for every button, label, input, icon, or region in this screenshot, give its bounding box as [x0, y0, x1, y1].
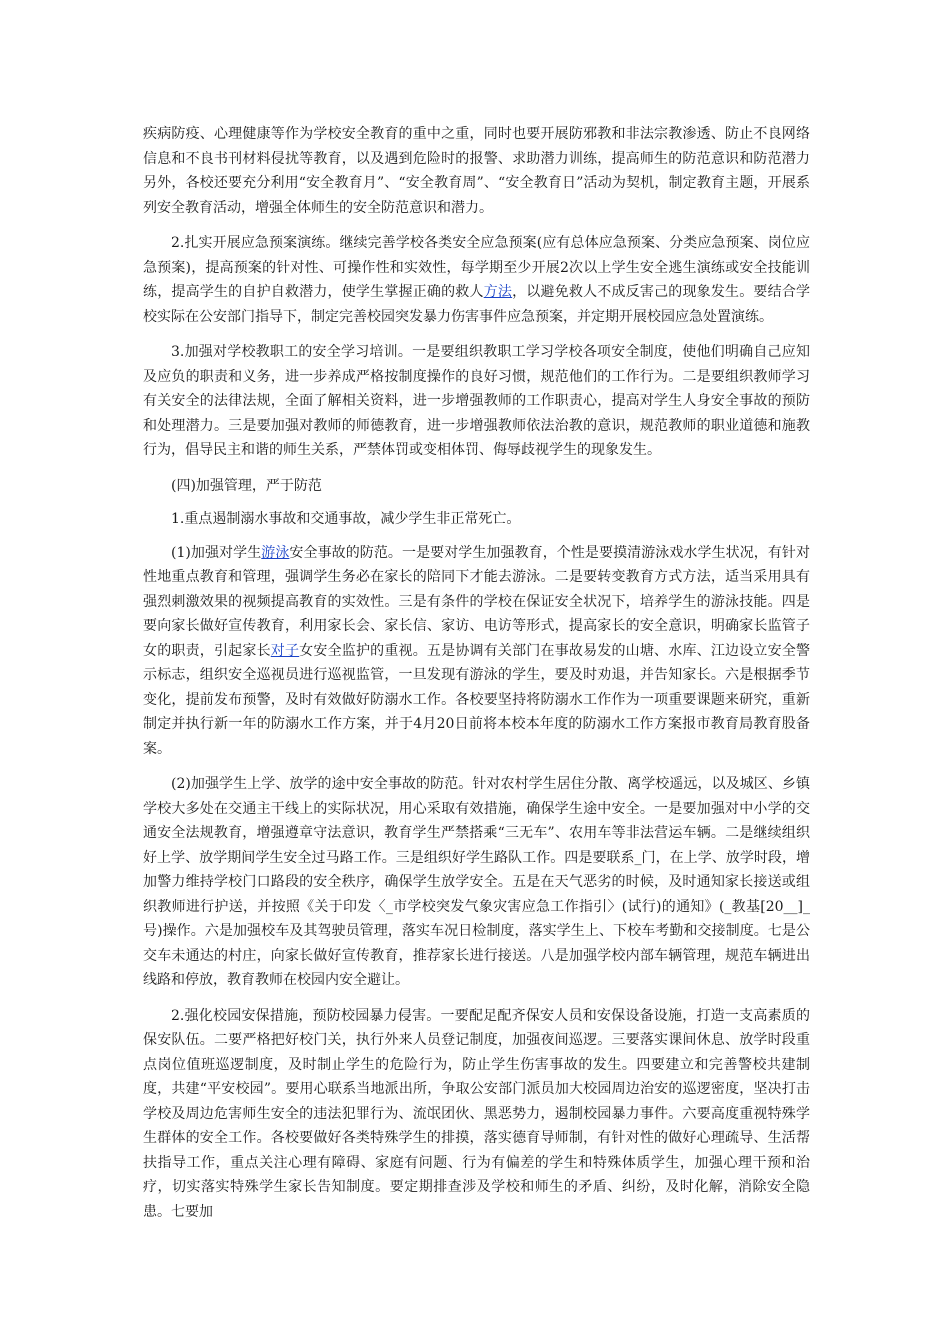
paragraph-accident-prevention: 1.重点遏制溺水事故和交通事故，减少学生非正常死亡。	[171, 511, 521, 527]
paragraph-safety-education: 疾病防疫、心理健康等作为学校安全教育的重中之重，同时也要开展防邪教和非法宗教渗透、防止不良网络信息和不良书刊材料侵扰等教育，以及遇到危险时的报警、求助潜力训练，提高师生的防范意识和防范潜力另外，各校还要充分利用“安全教育月”、“安全教育周”、“安全教育日”活动为契机，制定教育主题，开展系列安全教育活动，增强全体师生的安全防范意识和潜力。	[143, 126, 810, 216]
link-method[interactable]: 方法	[483, 284, 513, 300]
paragraph-text: (1)加强对学生	[171, 544, 262, 561]
paragraph-emergency-drill	[143, 231, 810, 329]
paragraph-text: 2.扎实开展应急预案演练。继续完善学校各类安全应急预案(应有总体应急预案、分类应急预案、岗位应急预案)，提高预案的针对性、可操作性和实效性，每学期至少开展2次以上学生安全逃生演练或安全技能训练，提高学生的自护自救潜力，使学生掌握正确的救人	[143, 235, 810, 300]
link-duizi[interactable]: 对子	[270, 642, 300, 659]
paragraph-staff-training: 3.加强对学校教职工的安全学习培训。一是要组织教职工学习学校各项安全制度，使他们明确自己应知及应负的职责和义务，进一步养成严格按制度操作的良好习惯，规范他们的工作行为。二是要组织教师学习有关安全的法律法规，全面了解相关资料，进一步增强教师的工作职责心，提高对学生人身安全事故的预防和处理潜力。三是要加强对教师的师德教育，进一步增强教师依法治教的意识，规范教师的职业道德和施教行为，倡导民主和谐的师生关系，严禁体罚或变相体罚、侮辱歧视学生的现象发生。	[143, 344, 810, 458]
paragraph-text: ，以避免救人不成反害己的现象发生。要结合学校实际在公安部门指导下，制定完善校园突发暴力伤害事件应急预案，并定期开展校园应急处置演练。	[143, 284, 811, 325]
paragraph-swimming-safety	[143, 541, 810, 762]
paragraph-campus-security: 2.强化校园安保措施，预防校园暴力侵害。一要配足配齐保安人员和安保设备设施，打造一支高素质的保安队伍。二要严格把好校门关，执行外来人员登记制度，加强夜间巡逻。三要落实课间休息、放学时段重点岗位值班巡逻制度，及时制止学生的危险行为，防止学生伤害事故的发生。四要建立和完善警校共建制度，共建“平安校园”。要用心联系当地派出所，争取公安部门派员加大校园周边治安的巡逻密度，坚决打击学校及周边危害师生安全的违法犯罪行为、流氓团伙、黑恶势力，遏制校园暴力事件。六要高度重视特殊学生群体的安全工作。各校要做好各类特殊学生的排摸，落实德育导师制，有针对性的做好心理疏导、生活帮扶指导工作，重点关注心理有障碍、家庭有问题、行为有偏差的学生和特殊体质学生，加强心理干预和治疗，切实落实特殊学生家长告知制度。要定期排查涉及学校和师生的矛盾、纠纷，及时化解，消除安全隐患。七要加	[143, 1007, 810, 1220]
paragraph-text: 女安全监护的重视。五是协调有关部门在事故易发的山塘、水库、江边设立安全警示标志，组织安全巡视员进行巡视监管，一旦发现有游泳的学生，要及时劝退，并告知家长。六是根据季节变化，提前发布预警，及时有效做好防溺水工作。各校要坚持将防溺水工作作为一项重要课题来研究，重新制定并执行新一年的防溺水工作方案，并于4月20日前将本校本年度的防溺水工作方案报市教育局教育股备案。	[143, 642, 811, 757]
paragraph-text: 安全事故的防范。一是要对学生加强教育，个性是要摸清游泳戏水学生状况，有针对性地重点教育和管理，强调学生务必在家长的陪同下才能去游泳。二是要转变教育方式方法，适当采用具有强烈刺激效果的视频提高教育的实效性。三是有条件的学校在保证安全状况下，培养学生的游泳技能。四是要向家长做好宣传教育，利用家长会、家长信、家访、电访等形式，提高家长的安全意识，明确家长监管子女的职责，引起家长	[143, 544, 811, 659]
link-swimming[interactable]: 游泳	[261, 544, 290, 561]
paragraph-traffic-safety: (2)加强学生上学、放学的途中安全事故的防范。针对农村学生居住分散、离学校遥远，以及城区、乡镇学校大多处在交通主干线上的实际状况，用心采取有效措施，确保学生途中安全。一是要加强对中小学的交通安全法规教育，增强遵章守法意识，教育学生严禁搭乘“三无车”、农用车等非法营运车辆。二是继续组织好上学、放学期间学生安全过马路工作。三是组织好学生路队工作。四是要联系_门，在上学、放学时段，增加警力维持学校门口路段的安全秩序，确保学生放学安全。五是在天气恶劣的时候，及时通知家长接送或组织教师进行护送，并按照《关于印发〈_市学校突发气象灾害应急工作指引〉(试行)的通知》(_教基[20__]_号)操作。六是加强校车及其驾驶员管理，落实车况日检制度，落实学生上、下校车考勤和交接制度。七是公交车未通达的村庄，向家长做好宣传教育，推荐家长进行接送。八是加强学校内部车辆管理，规范车辆进出线路和停放，教育教师在校园内安全避让。	[143, 776, 810, 988]
section-heading-management: (四)加强管理，严于防范	[171, 477, 322, 494]
